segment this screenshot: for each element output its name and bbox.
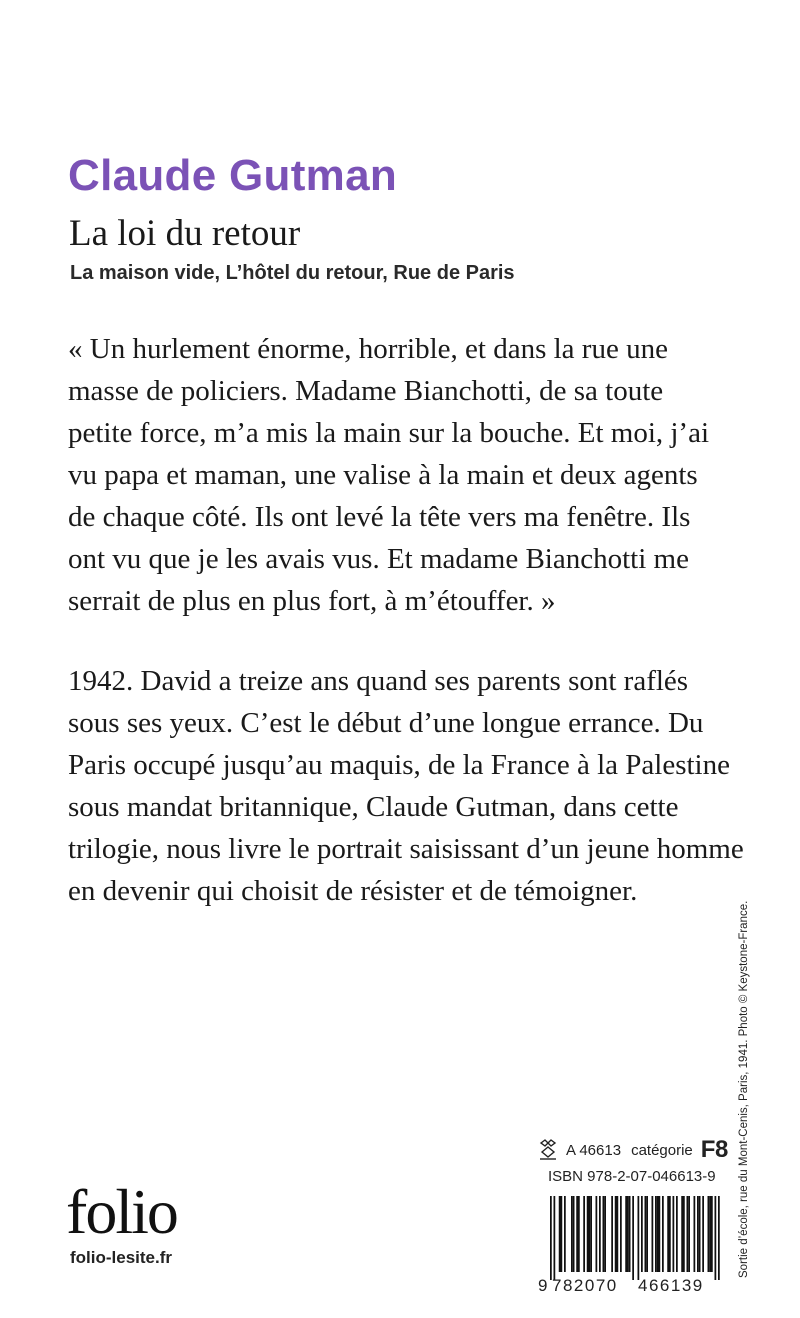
summary-line: Paris occupé jusqu’au maquis, de la France à la Palestine xyxy=(68,749,730,781)
barcode-bar xyxy=(576,1196,578,1272)
barcode-bar xyxy=(683,1196,685,1272)
barcode-bar xyxy=(673,1196,675,1272)
barcode-bar xyxy=(708,1196,710,1272)
quote-line: vu papa et maman, une valise à la main et deux agents xyxy=(68,459,698,491)
barcode-bar xyxy=(617,1196,619,1272)
barcode-bar xyxy=(638,1196,640,1280)
barcode-bar xyxy=(611,1196,613,1272)
barcode-bar xyxy=(711,1196,713,1272)
quote-line: petite force, m’a mis la main sur la bouche. Et moi, j’ai xyxy=(68,417,710,449)
barcode-bar xyxy=(559,1196,561,1272)
barcode-bar xyxy=(573,1196,575,1272)
barcode-bar xyxy=(676,1196,678,1272)
quote-line: ont vu que je les avais vus. Et madame Bianchotti me xyxy=(68,543,689,575)
quote-paragraph xyxy=(68,328,758,622)
author-name: Claude Gutman xyxy=(68,151,398,200)
barcode-bar xyxy=(571,1196,573,1272)
book-title: La loi du retour xyxy=(69,213,301,254)
barcode-bar xyxy=(702,1196,704,1272)
barcode-bar xyxy=(603,1196,605,1272)
category-code: F8 xyxy=(700,1136,728,1163)
barcode-bar xyxy=(641,1196,643,1272)
folio-logo: folio xyxy=(66,1176,177,1247)
barcode-digit-first: 9 xyxy=(538,1276,548,1294)
barcode-bar xyxy=(718,1196,720,1280)
barcode-bar xyxy=(697,1196,699,1272)
barcode-bar xyxy=(596,1196,598,1272)
barcode-bar xyxy=(554,1196,556,1280)
barcode-bar xyxy=(620,1196,622,1272)
barcode-bar xyxy=(599,1196,601,1272)
barcode-bar xyxy=(645,1196,647,1272)
barcode-bar xyxy=(615,1196,617,1272)
quote-line: « Un hurlement énorme, horrible, et dans la rue une xyxy=(68,333,668,365)
summary-paragraph xyxy=(68,660,758,912)
barcode-bar xyxy=(625,1196,627,1272)
barcode-bar xyxy=(667,1196,669,1272)
quote-line: serrait de plus en plus fort, à m’étouffer. » xyxy=(68,585,556,617)
quote-line: masse de policiers. Madame Bianchotti, de sa toute xyxy=(68,375,664,407)
summary-line: sous ses yeux. C’est le début d’une longue errance. Du xyxy=(68,707,704,739)
barcode-digits-left: 782070 xyxy=(552,1276,618,1294)
barcode-bar xyxy=(694,1196,696,1272)
barcode-bar xyxy=(657,1196,659,1272)
barcode-digits-right: 466139 xyxy=(638,1276,704,1294)
barcode-bar xyxy=(669,1196,671,1272)
barcode-bar xyxy=(709,1196,711,1272)
barcode-bar xyxy=(589,1196,591,1272)
barcode-bar xyxy=(604,1196,606,1272)
summary-line: 1942. David a treize ans quand ses parents sont raflés xyxy=(68,665,689,697)
summary-line: sous mandat britannique, Claude Gutman, dans cette xyxy=(68,791,679,823)
barcode-bar xyxy=(646,1196,648,1272)
barcode-bar xyxy=(629,1196,631,1272)
barcode-bar xyxy=(583,1196,585,1272)
barcode-bar xyxy=(699,1196,701,1272)
gallimard-icon xyxy=(538,1139,558,1161)
barcode-bar xyxy=(632,1196,634,1280)
book-subtitle: La maison vide, L’hôtel du retour, Rue de Paris xyxy=(70,262,515,284)
summary-line: en devenir qui choisit de résister et de témoigner. xyxy=(68,875,638,907)
barcode-bar xyxy=(561,1196,563,1272)
barcode-bar xyxy=(550,1196,552,1280)
barcode-bar xyxy=(564,1196,566,1272)
barcode-bars xyxy=(550,1196,720,1280)
barcode-bar xyxy=(652,1196,654,1272)
article-number: A 46613 xyxy=(566,1141,622,1159)
barcode-bar xyxy=(662,1196,664,1272)
barcode-bar xyxy=(715,1196,717,1280)
isbn: ISBN 978-2-07-046613-9 xyxy=(548,1168,716,1185)
barcode xyxy=(536,1196,726,1294)
category-label: catégorie xyxy=(631,1141,693,1159)
barcode-bar xyxy=(687,1196,689,1272)
publisher-info xyxy=(538,1137,728,1163)
barcode-bar xyxy=(587,1196,589,1272)
barcode-bar xyxy=(627,1196,629,1272)
summary-line: trilogie, nous livre le portrait saisissant d’un jeune homme xyxy=(68,833,744,865)
barcode-bar xyxy=(590,1196,592,1272)
quote-line: de chaque côté. Ils ont levé la tête vers ma fenêtre. Ils xyxy=(68,501,691,533)
barcode-bar xyxy=(681,1196,683,1272)
barcode-bar xyxy=(659,1196,661,1272)
barcode-bar xyxy=(655,1196,657,1272)
website-link[interactable]: folio-lesite.fr xyxy=(70,1248,173,1267)
barcode-bar xyxy=(688,1196,690,1272)
photo-credit: Sortie d’école, rue du Mont-Cenis, Paris, 1941. Photo © Keystone-France. xyxy=(738,900,750,1278)
barcode-bar xyxy=(578,1196,580,1272)
